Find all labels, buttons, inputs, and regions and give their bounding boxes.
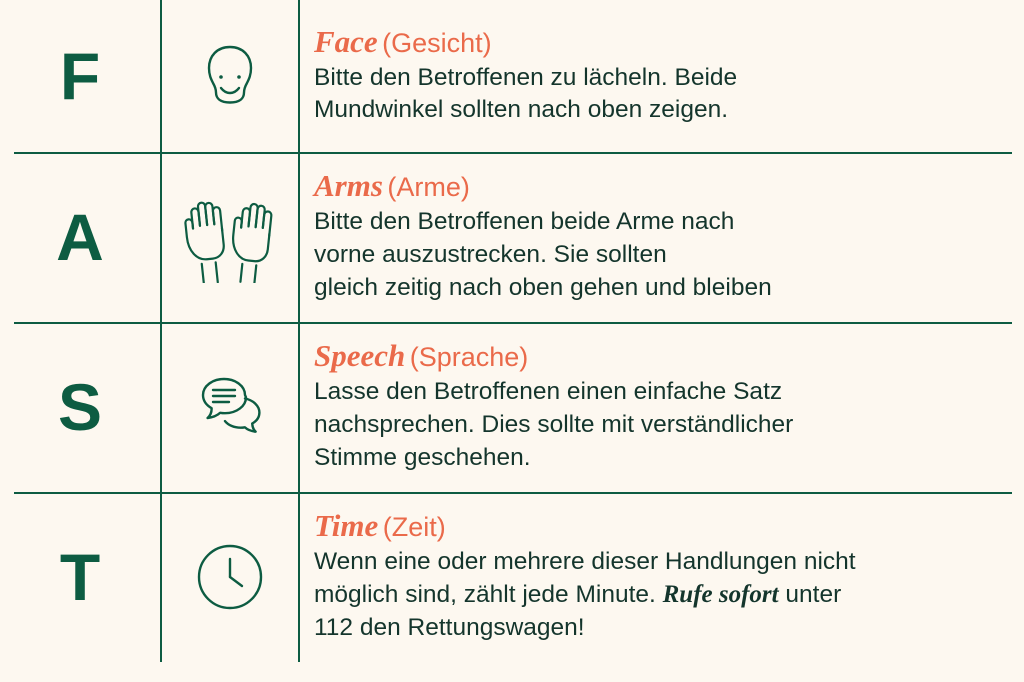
face-icon xyxy=(160,0,300,152)
body-line: nachsprechen. Dies sollte mit verständlicher xyxy=(314,410,794,438)
row-term-a: Arms xyxy=(314,168,383,204)
row-heading-s xyxy=(314,339,1004,374)
row-heading-t xyxy=(314,509,1004,544)
body-line: Lasse den Betroffenen einen einfache Satz xyxy=(314,378,783,406)
row-text-t xyxy=(300,492,1024,662)
row-body-a xyxy=(314,206,1004,304)
row-text-a xyxy=(300,152,1024,322)
body-line: Bitte den Betroffenen beide Arme nach xyxy=(314,208,735,236)
row-translation-f: (Gesicht) xyxy=(382,27,492,58)
row-body-t xyxy=(314,546,1004,645)
row-body-s xyxy=(314,376,1004,474)
row-heading-a xyxy=(314,169,1004,204)
body-emphasis: Rufe sofort xyxy=(662,581,779,609)
clock-icon xyxy=(160,492,300,662)
table-row xyxy=(0,0,1024,152)
row-term-f: Face xyxy=(314,23,378,59)
row-heading-f xyxy=(314,25,1004,60)
row-text-s xyxy=(300,322,1024,492)
body-line: gleich zeitig nach oben gehen und bleiben xyxy=(314,273,772,301)
raised-hands-icon xyxy=(160,152,300,322)
body-line: vorne auszustrecken. Sie sollten xyxy=(314,240,667,268)
row-translation-a: (Arme) xyxy=(387,172,470,203)
row-term-s: Speech xyxy=(314,338,406,374)
row-translation-s: (Sprache) xyxy=(409,342,529,373)
row-term-t: Time xyxy=(314,507,379,543)
body-line-with-emphasis xyxy=(314,578,1004,612)
body-line: Mundwinkel sollten nach oben zeigen. xyxy=(314,96,729,124)
row-letter-s: S xyxy=(57,370,103,444)
table-row xyxy=(0,322,1024,492)
row-text-f xyxy=(300,0,1024,152)
table-row xyxy=(0,492,1024,662)
row-letter-a: A xyxy=(56,200,104,274)
body-line: Wenn eine oder mehrere dieser Handlungen nicht xyxy=(314,547,856,575)
body-line-tail: unter xyxy=(778,581,842,609)
body-line-part: möglich sind, zählt jede Minute. xyxy=(314,581,663,609)
speech-bubbles-icon xyxy=(160,322,300,492)
row-letter-f: F xyxy=(59,39,101,113)
body-line: 112 den Rettungswagen! xyxy=(314,614,585,642)
body-line: Bitte den Betroffenen zu lächeln. Beide xyxy=(314,63,738,91)
table-row xyxy=(0,152,1024,322)
row-translation-t: (Zeit) xyxy=(382,511,446,542)
row-body-f xyxy=(314,62,1004,128)
body-line: Stimme geschehen. xyxy=(314,443,531,471)
row-letter-t: T xyxy=(59,540,101,614)
